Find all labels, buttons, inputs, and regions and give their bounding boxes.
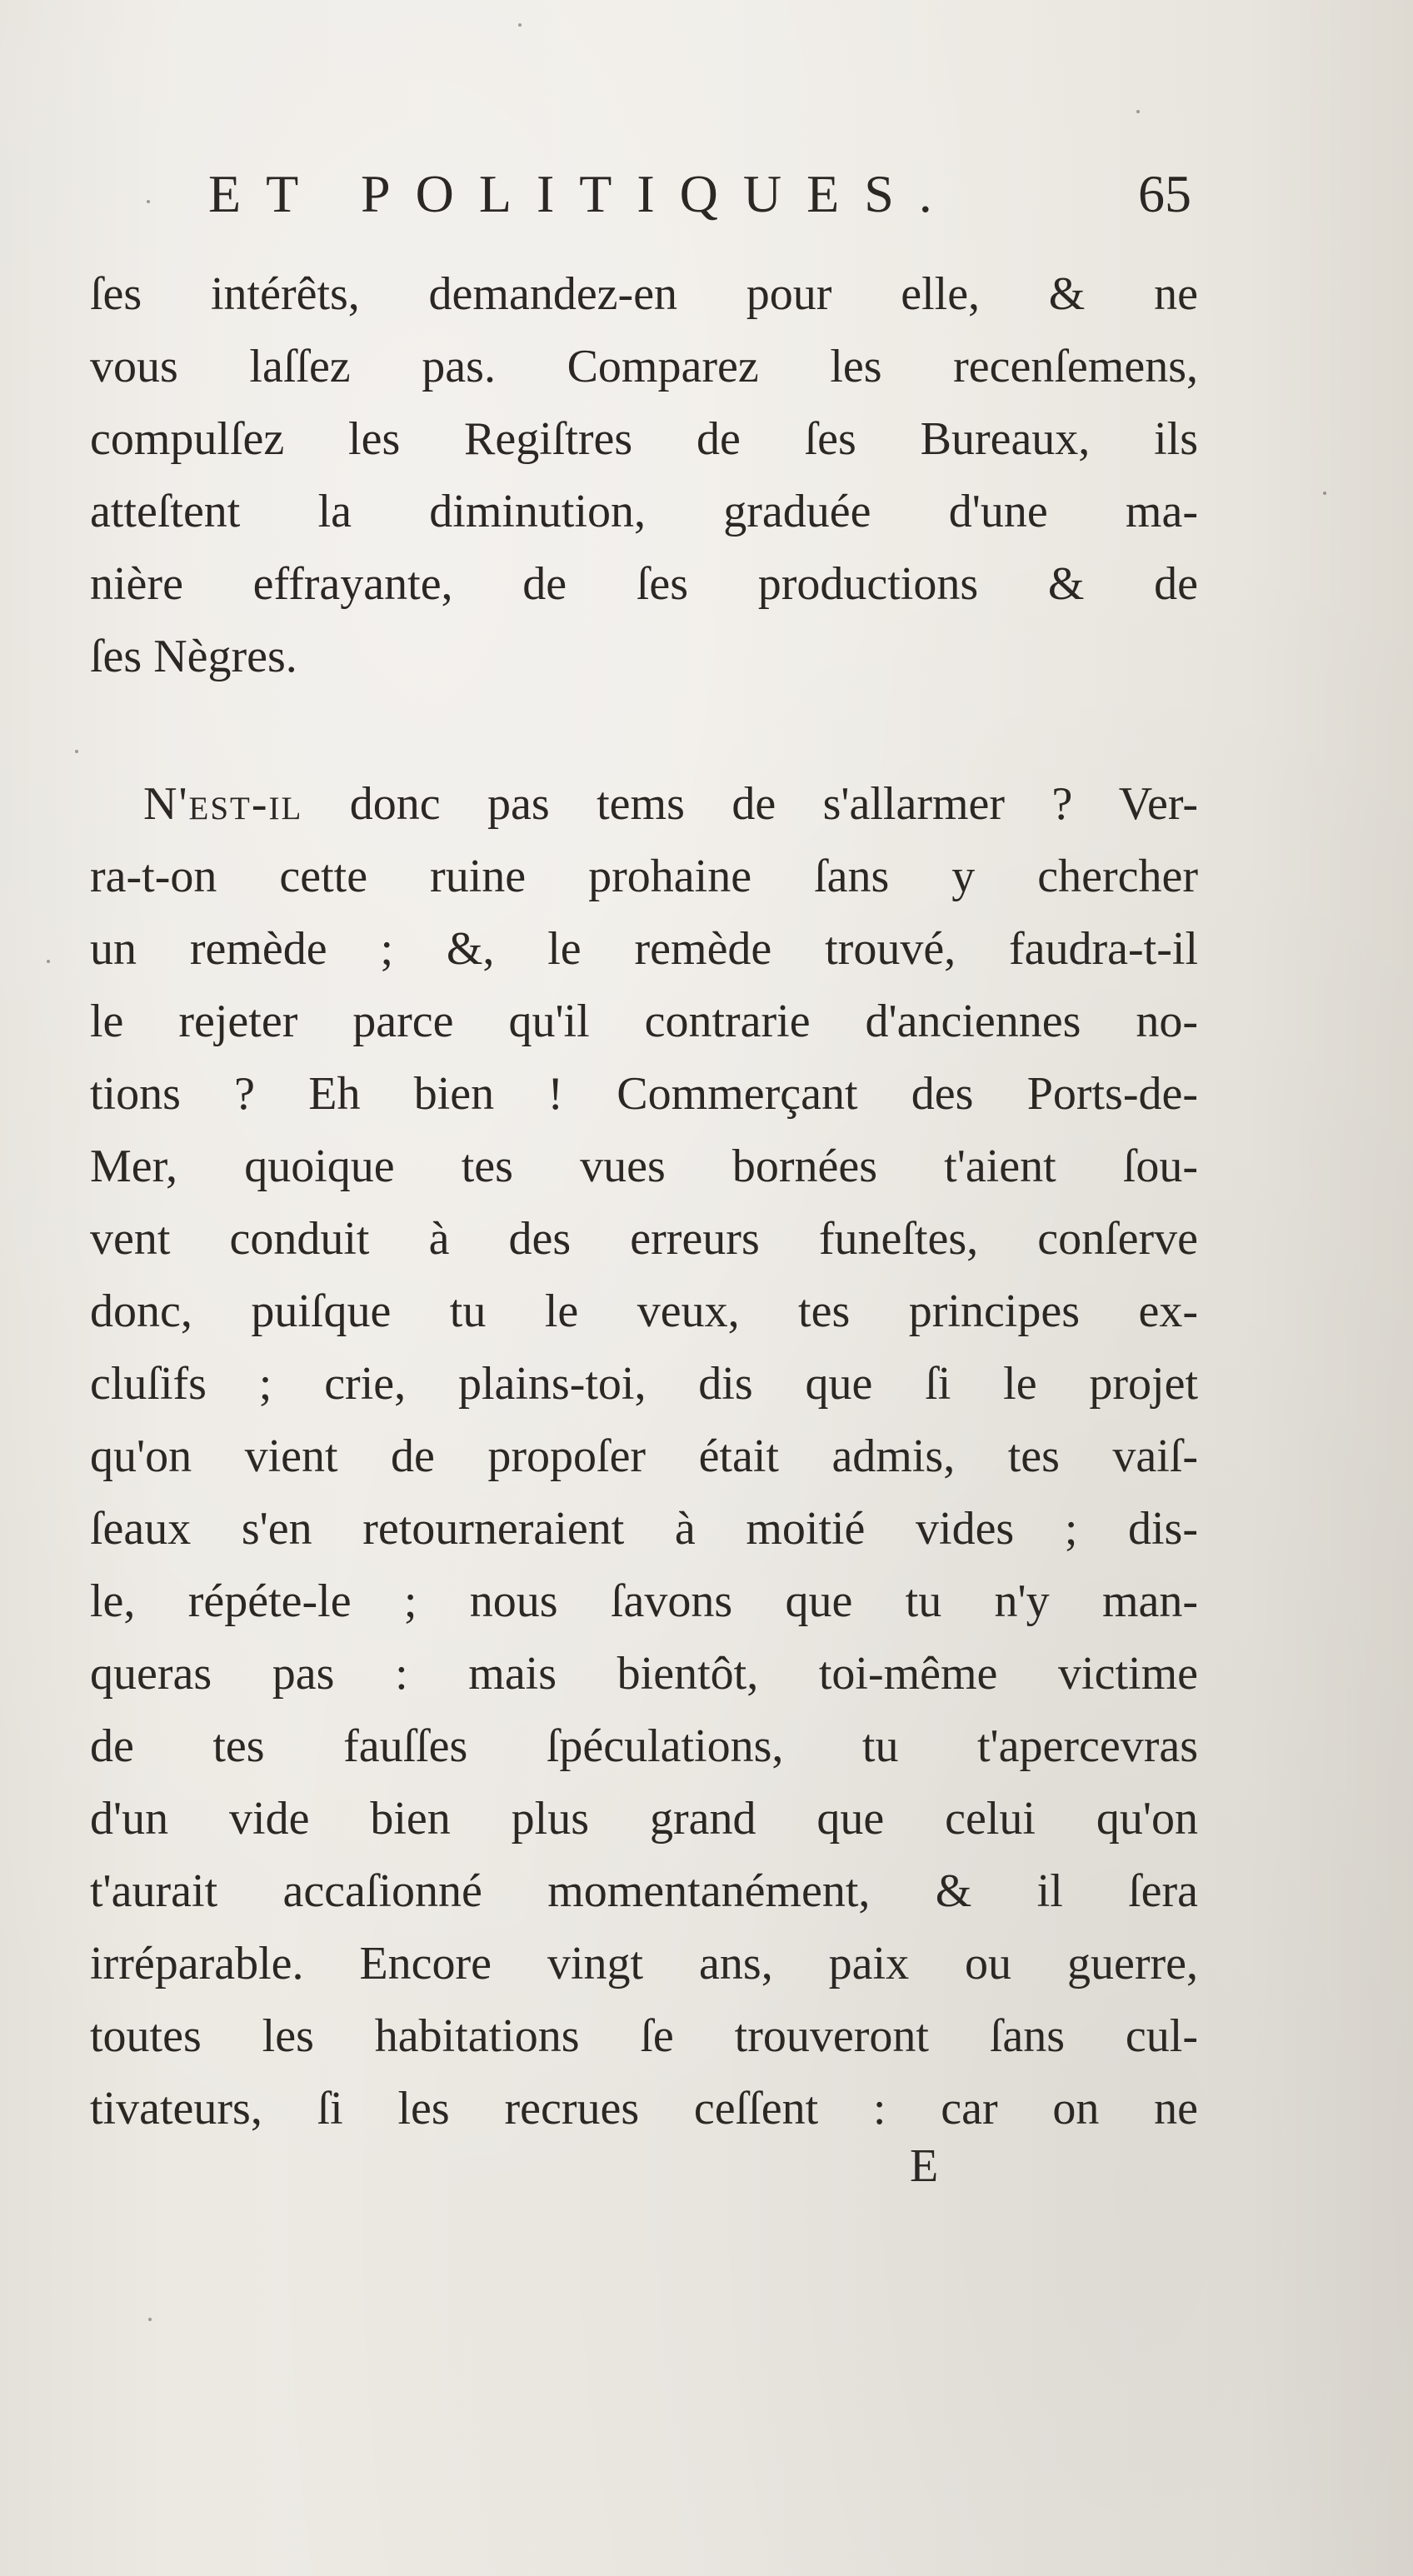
text-line: d'un vide bien plus grand que celui qu'on: [90, 1793, 1198, 1845]
paragraph-opening-rest: donc pas tems de s'allarmer ? Ver-: [302, 778, 1198, 830]
text-line: toutes les habitations ſe trouveront ſans cul-: [90, 2010, 1198, 2062]
paper-speck: [1136, 110, 1140, 113]
text-line: ſes Nègres.: [90, 631, 297, 682]
text-line: tivateurs, ſi les recrues ceſſent : car on ne: [90, 2083, 1198, 2134]
page-number: 65: [1138, 164, 1191, 223]
signature-mark: E: [910, 2140, 939, 2192]
text-line: tions ? Eh bien ! Commerçant des Ports-de-: [90, 1068, 1198, 1120]
text-line: ſes intérêts, demandez-en pour elle, & ne: [90, 268, 1198, 320]
text-line: qu'on vient de propoſer était admis, tes vaiſ-: [90, 1430, 1198, 1482]
paper-speck: [75, 750, 78, 753]
text-line: un remède ; &, le remède trouvé, faudra-t-il: [90, 923, 1198, 975]
paper-speck: [518, 23, 522, 27]
text-line: t'aurait accaſionné momentanément, & il ſera: [90, 1865, 1198, 1917]
paragraph-gap: [90, 693, 1198, 768]
text-line: irréparable. Encore vingt ans, paix ou guerre,: [90, 1938, 1198, 1989]
text-line: ſeaux s'en retourneraient à moitié vides ; dis-: [90, 1503, 1198, 1555]
text-line: Mer, quoique tes vues bornées t'aient ſou-: [90, 1141, 1198, 1192]
page-header: [208, 157, 1191, 232]
body-text: [90, 258, 1198, 2145]
text-line: atteſtent la diminution, graduée d'une ma-: [90, 486, 1198, 537]
paragraph-lead-word: N'est-il: [143, 778, 303, 830]
text-line: ra-t-on cette ruine prohaine ſans y chercher: [90, 851, 1198, 902]
text-line: le, répéte-le ; nous ſavons que tu n'y man-: [90, 1575, 1198, 1627]
paper-speck: [1323, 492, 1326, 495]
text-line: donc, puiſque tu le veux, tes principes ex-: [90, 1286, 1198, 1337]
running-title: ET POLITIQUES.: [208, 164, 957, 223]
text-line: vous laſſez pas. Comparez les recenſemens,: [90, 341, 1198, 392]
text-line: queras pas : mais bientôt, toi-même victime: [90, 1648, 1198, 1700]
text-line: nière effrayante, de ſes productions & de: [90, 558, 1198, 610]
text-line: cluſifs ; crie, plains-toi, dis que ſi le projet: [90, 1358, 1198, 1410]
paragraph-opening-line: [90, 768, 1198, 841]
text-line: compulſez les Regiſtres de ſes Bureaux, ils: [90, 413, 1198, 465]
text-line: de tes fauſſes ſpéculations, tu t'apercevras: [90, 1720, 1198, 1772]
text-line: le rejeter parce qu'il contrarie d'anciennes no-: [90, 996, 1198, 1047]
paper-speck: [148, 2318, 152, 2321]
paper-speck: [147, 200, 150, 203]
paper-speck: [47, 960, 50, 963]
text-line: vent conduit à des erreurs funeſtes, conſerve: [90, 1213, 1198, 1265]
